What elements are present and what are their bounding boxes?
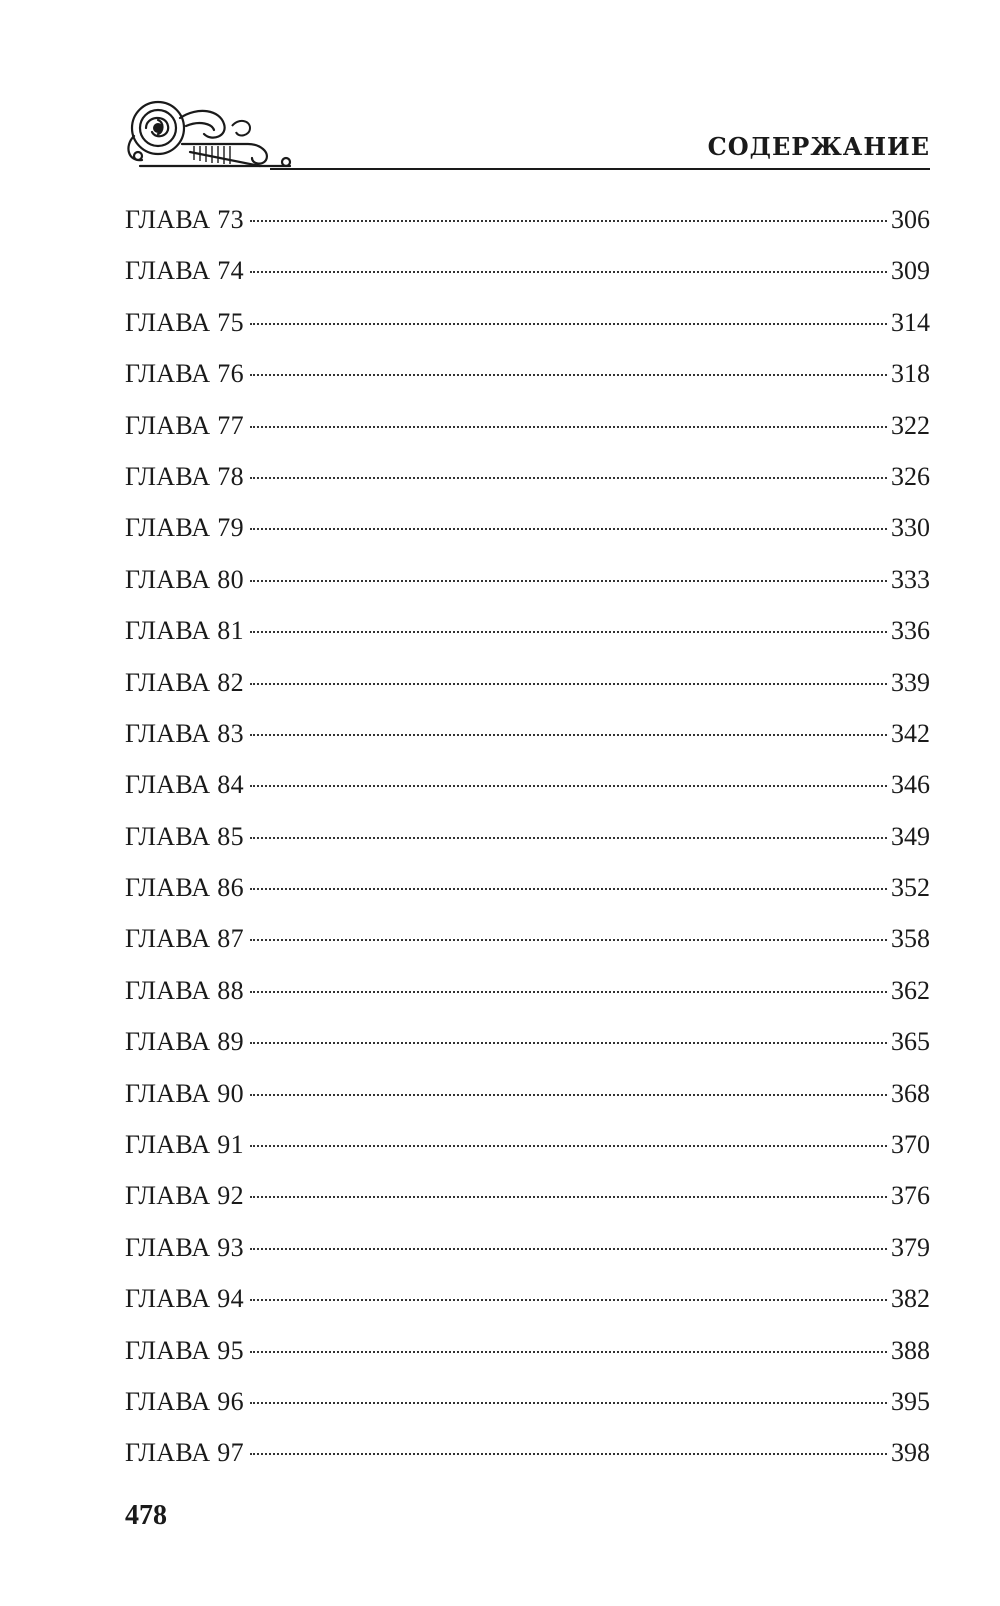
toc-dot-leader (250, 220, 887, 222)
toc-entry-label: ГЛАВА 95 (125, 1335, 244, 1365)
toc-entry (125, 717, 930, 768)
ornamental-vignette-icon (120, 96, 300, 176)
toc-entry-label: ГЛАВА 76 (125, 359, 244, 389)
toc-entry (125, 1436, 930, 1487)
toc-dot-leader (250, 580, 887, 582)
toc-dot-leader (250, 631, 887, 633)
toc-entry-label: ГЛАВА 75 (125, 307, 244, 337)
toc-dot-leader (250, 323, 887, 325)
toc-entry-label: ГЛАВА 91 (125, 1130, 244, 1160)
page-number: 478 (125, 1500, 167, 1531)
toc-entry-label: ГЛАВА 93 (125, 1232, 244, 1262)
toc-entry-page: 382 (891, 1284, 930, 1314)
toc-entry-page: 326 (891, 461, 930, 491)
toc-entry (125, 357, 930, 408)
toc-entry-label: ГЛАВА 97 (125, 1438, 244, 1468)
toc-dot-leader (250, 1145, 887, 1147)
toc-entry (125, 409, 930, 460)
table-of-contents (125, 203, 930, 1488)
toc-dot-leader (250, 1402, 887, 1404)
toc-entry-label: ГЛАВА 83 (125, 718, 244, 748)
toc-entry-label: ГЛАВА 74 (125, 256, 244, 286)
toc-entry-page: 306 (891, 205, 930, 234)
toc-entry-label: ГЛАВА 90 (125, 1078, 244, 1108)
toc-entry (125, 1077, 930, 1128)
toc-entry (125, 1231, 930, 1282)
toc-dot-leader (250, 939, 887, 941)
toc-dot-leader (250, 1042, 887, 1044)
toc-entry-label: ГЛАВА 78 (125, 461, 244, 491)
toc-entry-page: 318 (891, 359, 930, 389)
toc-entry-label: ГЛАВА 96 (125, 1386, 244, 1416)
toc-entry-label: ГЛАВА 73 (125, 205, 244, 234)
toc-entry (125, 666, 930, 717)
page-header (120, 96, 930, 176)
toc-entry-label: ГЛАВА 82 (125, 667, 244, 697)
toc-entry-page: 379 (891, 1232, 930, 1262)
toc-dot-leader (250, 477, 887, 479)
toc-entry-label: ГЛАВА 92 (125, 1181, 244, 1211)
toc-dot-leader (250, 1351, 887, 1353)
toc-entry-label: ГЛАВА 86 (125, 873, 244, 903)
toc-entry (125, 820, 930, 871)
toc-dot-leader (250, 888, 887, 890)
toc-entry-label: ГЛАВА 87 (125, 924, 244, 954)
toc-entry (125, 871, 930, 922)
toc-entry-page: 352 (891, 873, 930, 903)
toc-entry-page: 330 (891, 513, 930, 543)
toc-dot-leader (250, 991, 887, 993)
toc-entry-page: 370 (891, 1130, 930, 1160)
toc-entry-label: ГЛАВА 84 (125, 770, 244, 800)
toc-entry (125, 922, 930, 973)
toc-entry-page: 362 (891, 975, 930, 1005)
toc-entry (125, 1128, 930, 1179)
toc-entry (125, 306, 930, 357)
toc-entry-page: 333 (891, 564, 930, 594)
toc-entry (125, 974, 930, 1025)
toc-entry (125, 1179, 930, 1230)
toc-entry-page: 376 (891, 1181, 930, 1211)
toc-entry-page: 358 (891, 924, 930, 954)
toc-entry-label: ГЛАВА 79 (125, 513, 244, 543)
toc-entry (125, 203, 930, 254)
page-title: СОДЕРЖАНИЕ (707, 132, 930, 161)
toc-entry (125, 1334, 930, 1385)
toc-entry-label: ГЛАВА 80 (125, 564, 244, 594)
toc-entry-page: 322 (891, 410, 930, 440)
header-rule (270, 168, 930, 170)
toc-entry-page: 398 (891, 1438, 930, 1468)
toc-entry-page: 342 (891, 718, 930, 748)
toc-entry (125, 1385, 930, 1436)
toc-entry (125, 563, 930, 614)
toc-dot-leader (250, 1453, 887, 1455)
toc-entry-page: 346 (891, 770, 930, 800)
toc-dot-leader (250, 734, 887, 736)
toc-entry-page: 314 (891, 307, 930, 337)
toc-dot-leader (250, 1196, 887, 1198)
toc-entry-page: 365 (891, 1027, 930, 1057)
toc-entry-label: ГЛАВА 88 (125, 975, 244, 1005)
toc-entry (125, 1282, 930, 1333)
toc-entry-page: 339 (891, 667, 930, 697)
toc-dot-leader (250, 426, 887, 428)
toc-dot-leader (250, 837, 887, 839)
toc-dot-leader (250, 271, 887, 273)
toc-entry-label: ГЛАВА 94 (125, 1284, 244, 1314)
toc-entry-label: ГЛАВА 89 (125, 1027, 244, 1057)
toc-entry (125, 1025, 930, 1076)
toc-dot-leader (250, 374, 887, 376)
toc-entry (125, 768, 930, 819)
toc-entry-page: 309 (891, 256, 930, 286)
toc-dot-leader (250, 785, 887, 787)
toc-entry (125, 614, 930, 665)
toc-entry (125, 511, 930, 562)
toc-entry-label: ГЛАВА 81 (125, 616, 244, 646)
toc-entry-page: 388 (891, 1335, 930, 1365)
toc-dot-leader (250, 1094, 887, 1096)
toc-entry-label: ГЛАВА 85 (125, 821, 244, 851)
toc-dot-leader (250, 1299, 887, 1301)
toc-entry-page: 336 (891, 616, 930, 646)
toc-entry (125, 254, 930, 305)
toc-entry-label: ГЛАВА 77 (125, 410, 244, 440)
toc-entry (125, 460, 930, 511)
toc-dot-leader (250, 528, 887, 530)
toc-dot-leader (250, 683, 887, 685)
toc-entry-page: 349 (891, 821, 930, 851)
toc-dot-leader (250, 1248, 887, 1250)
toc-entry-page: 368 (891, 1078, 930, 1108)
toc-entry-page: 395 (891, 1386, 930, 1416)
